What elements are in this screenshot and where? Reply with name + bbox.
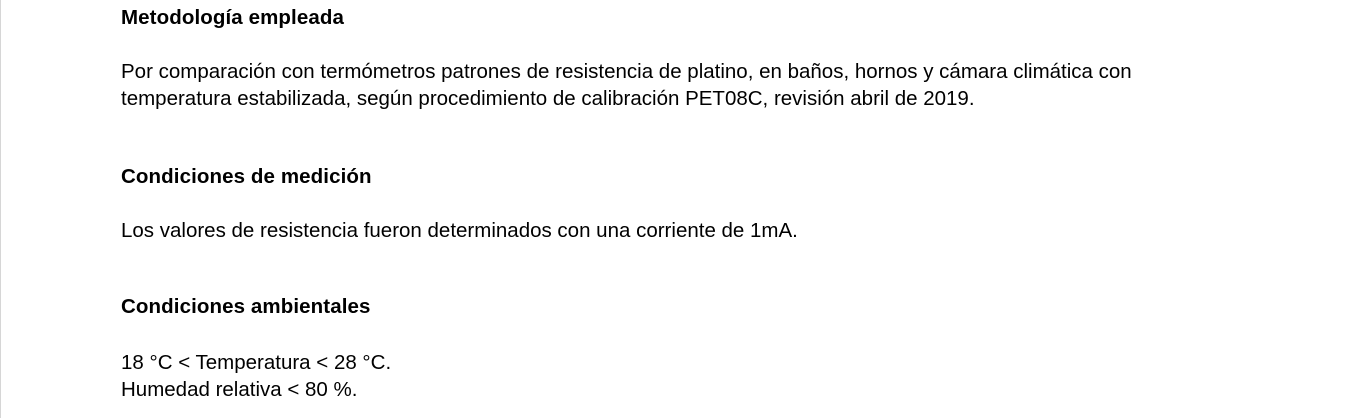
section-heading: Condiciones de medición: [121, 165, 372, 188]
section-heading: Metodología empleada: [121, 6, 344, 29]
section-heading: Condiciones ambientales: [121, 295, 371, 318]
body-line: 18 °C < Temperatura < 28 °C.: [121, 351, 392, 374]
body-line: Los valores de resistencia fueron determinados con una corriente de 1mA.: [121, 219, 798, 242]
body-line: temperatura estabilizada, según procedimiento de calibración PET08C, revisión abril de 2019.: [121, 87, 975, 110]
section-ambient-conditions: [121, 295, 1301, 403]
section-methodology: [121, 6, 1301, 112]
section-body: [121, 217, 1301, 244]
body-line: Por comparación con termómetros patrones de resistencia de platino, en baños, hornos y cámara climática con: [121, 60, 1132, 83]
section-body: [121, 349, 1301, 403]
body-line: Humedad relativa < 80 %.: [121, 378, 358, 401]
section-measurement-conditions: [121, 165, 1301, 244]
section-body: [121, 58, 1301, 112]
